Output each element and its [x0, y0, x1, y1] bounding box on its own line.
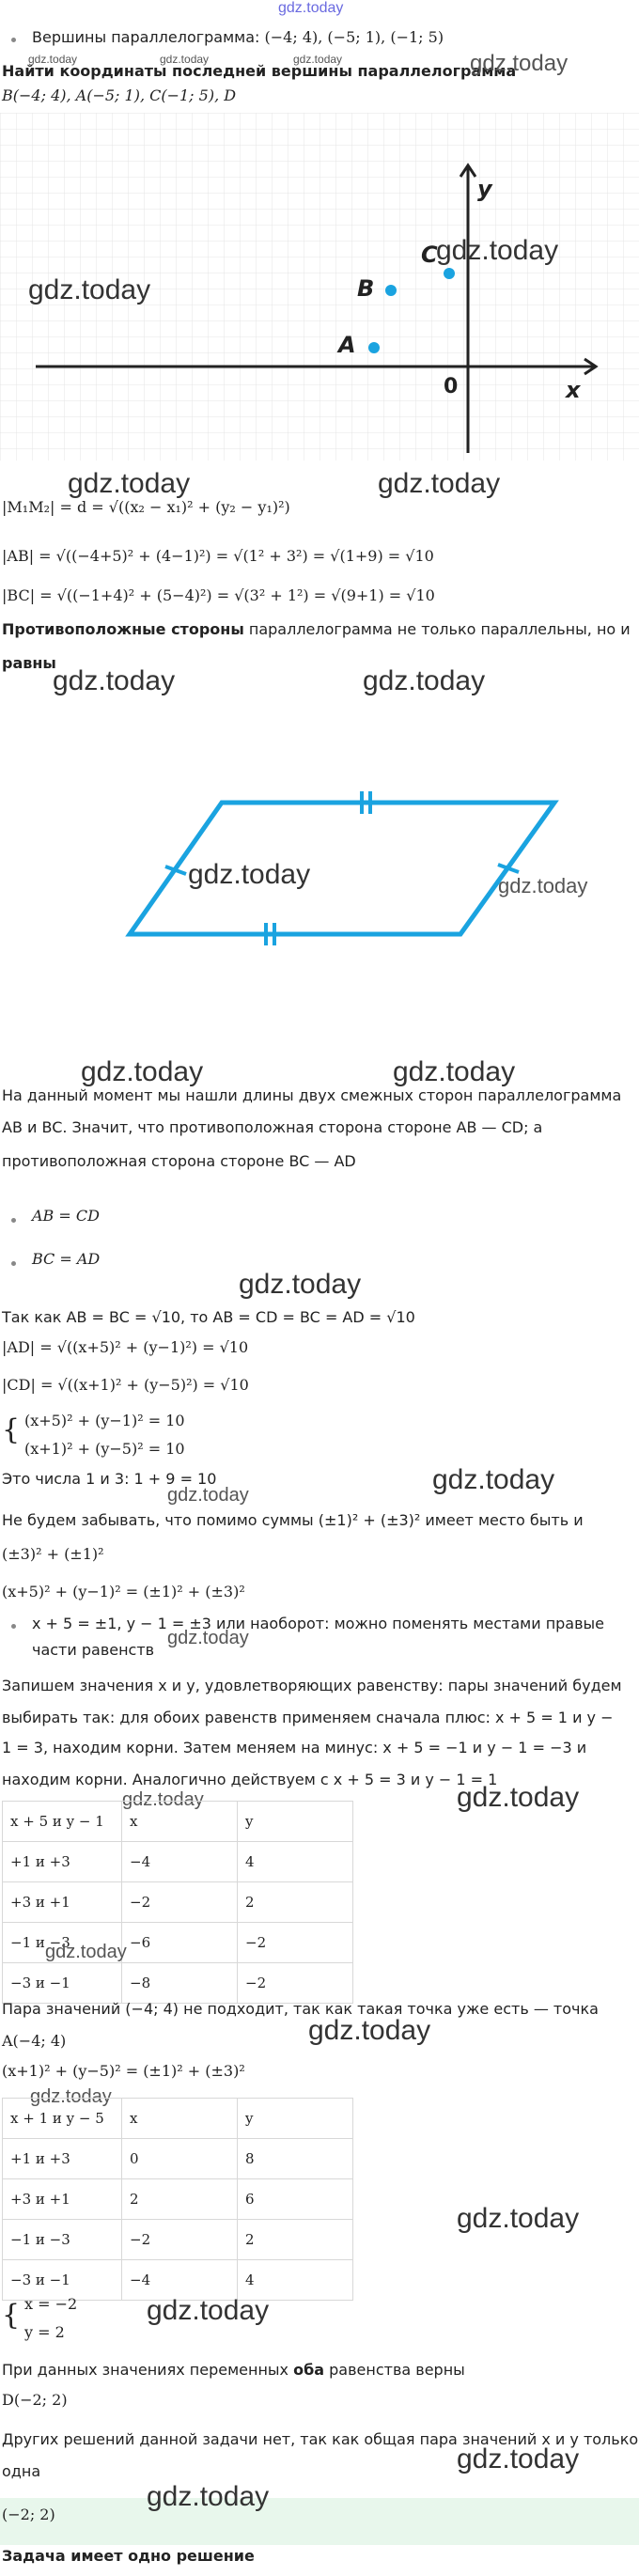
watermark: gdz.today: [30, 2086, 112, 2107]
table-cell: +1 и +3: [3, 1842, 122, 1882]
vertices-line: [32, 28, 444, 47]
table-cell: −3 и −1: [3, 2260, 122, 2301]
other-line-1: Других решений данной задачи нет, так как общая пара значений x и y только: [2, 2430, 639, 2448]
watermark: gdz.today: [308, 2015, 431, 2046]
table-cell: −1 и −3: [3, 2220, 122, 2260]
table-cell: −2: [238, 1963, 353, 2004]
property-line: [2, 620, 631, 639]
bullet-dot: [11, 38, 16, 42]
watermark: gdz.today: [378, 468, 501, 499]
table-header-row: [3, 2099, 353, 2139]
table-header-cell: y: [238, 2099, 353, 2139]
watermark: gdz.today: [188, 859, 311, 890]
table-cell: 0: [122, 2139, 238, 2179]
watermark: gdz.today: [393, 1056, 516, 1087]
table-cell: −8: [122, 1963, 238, 2004]
watermark: gdz.today: [470, 51, 569, 76]
distance-formula: |M₁M₂| = d = √((x₂ − x₁)² + (y₂ − y₁)²): [2, 498, 290, 516]
watermark: gdz.today: [457, 1782, 580, 1813]
origin-label: 0: [444, 375, 459, 398]
d-point: D(−2; 2): [2, 2391, 68, 2409]
x-axis-label: x: [566, 377, 581, 403]
table-cell: 2: [238, 1882, 353, 1923]
property-rest: параллелограмма не только параллельны, но и: [243, 620, 631, 638]
cd-formula: |CD| = √((x+1)² + (y−5)²) = √10: [2, 1376, 249, 1394]
table-cell: 2: [238, 2220, 353, 2260]
bc-formula: |BC| = √((−1+4)² + (5−4)²) = √(3² + 1²) = √(9+1) = √10: [2, 586, 435, 604]
write-line-4: находим корни. Аналогично действуем с x + 5 = 3 и y − 1 = 1: [2, 1771, 498, 1788]
watermark: gdz.today: [239, 1269, 362, 1300]
property-bold-2: равны: [2, 654, 56, 672]
bullet-dot: [11, 1624, 16, 1629]
bullet-dot: [11, 1218, 16, 1223]
watermark: gdz.today: [147, 2481, 270, 2512]
both-bold: оба: [293, 2361, 325, 2379]
final-line: Задача имеет одно решение: [2, 2547, 255, 2565]
pair-note-eq: (x+1)² + (y−5)² = (±1)² + (±3)²: [2, 2062, 245, 2080]
watermark: gdz.today: [167, 1628, 249, 1648]
table-header-cell: x + 1 и y − 5: [3, 2099, 122, 2139]
table-row: [3, 1882, 353, 1923]
vertices-label: Вершины параллелограмма:: [32, 28, 260, 46]
watermark: gdz.today: [167, 1485, 249, 1506]
sides-line-2: AB и BC. Значит, что противоположная сторона стороне AB — CD; а: [2, 1118, 543, 1136]
table-cell: +3 и +1: [3, 2179, 122, 2220]
table-header-cell: x: [122, 2099, 238, 2139]
remember-line-1: Не будем забывать, что помимо суммы (±1)² + (±3)² имеет место быть и: [2, 1511, 584, 1529]
table-cell: −2: [238, 1923, 353, 1963]
point-a: [368, 342, 380, 353]
table-cell: 4: [238, 1842, 353, 1882]
label-a: A: [338, 332, 356, 358]
label-c: C: [421, 242, 438, 268]
watermark: gdz.today: [457, 2443, 580, 2475]
table-cell: −1 и −3: [3, 1923, 122, 1963]
table-row: [3, 1842, 353, 1882]
property-bold: Противоположные стороны: [2, 620, 244, 638]
label-b: B: [357, 275, 375, 302]
table-cell: +3 и +1: [3, 1882, 122, 1923]
table-cell: 4: [238, 2260, 353, 2301]
watermark: gdz.today: [122, 1789, 204, 1810]
watermark: gdz.today: [45, 1942, 127, 1962]
watermark: gdz.today: [28, 53, 78, 66]
point-b: [385, 285, 397, 296]
both-pre: При данных значениях переменных: [2, 2361, 294, 2379]
result-y: y = 2: [24, 2323, 65, 2341]
numbers-line: Это числа 1 и 3: 1 + 9 = 10: [2, 1470, 217, 1488]
table-row: [3, 1963, 353, 2004]
table-header-cell: x + 5 и y − 1: [3, 1802, 122, 1842]
system-brace: {: [2, 1413, 21, 1446]
table-cell: −2: [122, 2220, 238, 2260]
ad-formula: |AD| = √((x+5)² + (y−1)²) = √10: [2, 1338, 249, 1356]
watermark: gdz.today: [160, 53, 210, 66]
watermark: gdz.today: [81, 1056, 204, 1087]
y-axis-label: y: [477, 176, 492, 202]
watermark: gdz.today: [53, 665, 176, 696]
answer-value: (−2; 2): [2, 2506, 55, 2523]
other-line-2: одна: [2, 2462, 41, 2480]
point-c: [444, 268, 455, 279]
write-line-2: выбирать так: для обоих равенств применяем сначала плюс: x + 5 = 1 и y −: [2, 1709, 614, 1726]
values-table-1: [2, 1801, 353, 2004]
watermark: gdz.today: [28, 274, 151, 305]
table-cell: −4: [122, 2260, 238, 2301]
parallelogram-figure: [0, 780, 639, 949]
vertices-math: (−4; 4), (−5; 1), (−1; 5): [264, 28, 444, 46]
watermark: gdz.today: [432, 1464, 555, 1495]
table-row: [3, 2220, 353, 2260]
remember-bullet-2: части равенств: [32, 1641, 155, 1659]
table-cell: 8: [238, 2139, 353, 2179]
table-header-cell: y: [238, 1802, 353, 1842]
remember-bullet-1: x + 5 = ±1, y − 1 = ±3 или наоборот: можно поменять местами правые: [32, 1615, 605, 1632]
task-text: Найти координаты последней вершины параллелограмма: [2, 62, 517, 80]
table-header-cell: x: [122, 1802, 238, 1842]
values-table-2: [2, 2098, 353, 2301]
points-line: B(−4; 4), A(−5; 1), C(−1; 5), D: [2, 86, 237, 104]
watermark: gdz.today: [363, 665, 486, 696]
table-row: [3, 2139, 353, 2179]
both-post: равенства верны: [324, 2361, 465, 2379]
table-header-row: [3, 1802, 353, 1842]
since-line: Так как AB = BC = √10, то AB = CD = BC = AD = √10: [2, 1308, 415, 1326]
sides-item-1: AB = CD: [32, 1207, 100, 1225]
table-cell: 2: [122, 2179, 238, 2220]
watermark: gdz.today: [68, 468, 191, 499]
sides-line-3: противоположная сторона стороне BC — AD: [2, 1152, 356, 1170]
pair-note-line-2: A(−4; 4): [2, 2032, 67, 2050]
table-cell: −3 и −1: [3, 1963, 122, 2004]
table-cell: −2: [122, 1882, 238, 1923]
sides-item-2: BC = AD: [32, 1250, 101, 1268]
ab-formula: |AB| = √((−4+5)² + (4−1)²) = √(1² + 3²) = √(1+9) = √10: [2, 547, 434, 565]
remember-eq: (x+5)² + (y−1)² = (±1)² + (±3)²: [2, 1583, 245, 1600]
table-cell: +1 и +3: [3, 2139, 122, 2179]
watermark: gdz.today: [278, 0, 344, 16]
watermark: gdz.today: [293, 53, 343, 66]
watermark: gdz.today: [436, 235, 559, 266]
answer-box: [0, 2498, 639, 2545]
write-line-3: 1 = 3, находим корни. Затем меняем на минус: x + 5 = −1 и y − 1 = −3 и: [2, 1739, 587, 1756]
table-row: [3, 2179, 353, 2220]
pair-note-line-1: Пара значений (−4; 4) не подходит, так как такая точка уже есть — точка: [2, 2000, 599, 2018]
both-line: [2, 2361, 465, 2380]
watermark: gdz.today: [147, 2295, 270, 2326]
result-x: x = −2: [24, 2295, 78, 2313]
table-cell: −6: [122, 1923, 238, 1963]
table-cell: 6: [238, 2179, 353, 2220]
result-brace: {: [2, 2299, 21, 2332]
system-eq-2: (x+1)² + (y−5)² = 10: [24, 1440, 185, 1458]
sides-line-1: На данный момент мы нашли длины двух смежных сторон параллелограмма: [2, 1086, 622, 1104]
watermark: gdz.today: [498, 874, 588, 898]
table-cell: −4: [122, 1842, 238, 1882]
bullet-dot: [11, 1261, 16, 1266]
remember-line-2: (±3)² + (±1)²: [2, 1545, 104, 1563]
watermark: gdz.today: [457, 2203, 580, 2234]
write-line-1: Запишем значения x и y, удовлетворяющих равенству: пары значений будем: [2, 1677, 622, 1694]
system-eq-1: (x+5)² + (y−1)² = 10: [24, 1412, 185, 1429]
